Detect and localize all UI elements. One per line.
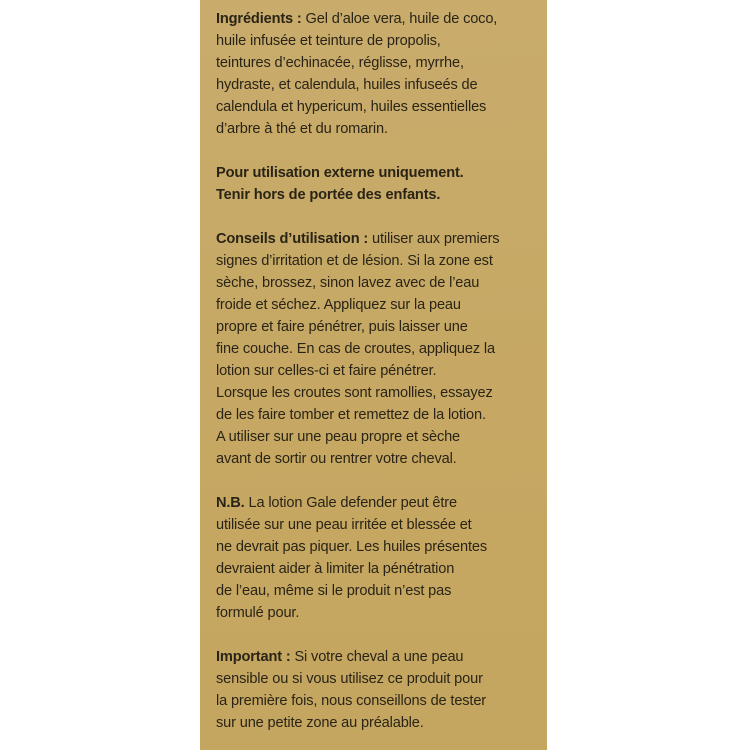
nb-line: N.B. La lotion Gale defender peut être	[216, 495, 457, 511]
ingredients-line: Ingrédients : Gel d’aloe vera, huile de coco,	[216, 11, 498, 27]
nb-label: N.B.	[216, 495, 245, 511]
advice-line: froide et séchez. Appliquez sur la peau	[216, 297, 461, 313]
ingredients-label: Ingrédients :	[216, 11, 302, 27]
nb-line: de l’eau, même si le produit n’est pas	[216, 583, 452, 599]
nb-line: ne devrait pas piquer. Les huiles présentes	[216, 539, 488, 555]
advice-line: propre et faire pénétrer, puis laisser une	[216, 319, 468, 335]
product-label-panel	[200, 0, 547, 750]
advice-label: Conseils d’utilisation :	[216, 231, 369, 247]
advice-line: lotion sur celles-ci et faire pénétrer.	[216, 363, 437, 379]
ingredients-section	[216, 8, 541, 140]
advice-line: de les faire tomber et remettez de la lotion.	[216, 407, 486, 423]
external-use-warning	[216, 162, 541, 206]
nb-line: utilisée sur une peau irritée et blessée et	[216, 517, 472, 533]
ingredients-line: hydraste, et calendula, huiles infuseés de	[216, 77, 478, 93]
important-line: Important : Si votre cheval a une peau	[216, 649, 464, 665]
advice-line: signes d’irritation et de lésion. Si la zone est	[216, 253, 493, 269]
ingredients-line: huile infusée et teinture de propolis,	[216, 33, 441, 49]
label-text-content	[216, 8, 541, 750]
advice-line: avant de sortir ou rentrer votre cheval.	[216, 451, 457, 467]
important-line: sur une petite zone au préalable.	[216, 715, 424, 731]
advice-line: A utiliser sur une peau propre et sèche	[216, 429, 461, 445]
nb-section	[216, 492, 541, 624]
advice-line: Conseils d’utilisation : utiliser aux premiers	[216, 231, 500, 247]
ingredients-line: calendula et hypericum, huiles essentielles	[216, 99, 487, 115]
advice-line: Lorsque les croutes sont ramollies, essayez	[216, 385, 493, 401]
advice-line: fine couche. En cas de croutes, appliquez la	[216, 341, 495, 357]
important-label: Important :	[216, 649, 291, 665]
nb-line: formulé pour.	[216, 605, 300, 621]
ingredients-line: d’arbre à thé et du romarin.	[216, 121, 388, 137]
advice-line: sèche, brossez, sinon lavez avec de l’eau	[216, 275, 480, 291]
warning-line: Tenir hors de portée des enfants.	[216, 187, 441, 203]
nb-line: devraient aider à limiter la pénétration	[216, 561, 455, 577]
important-section	[216, 646, 541, 734]
usage-advice-section	[216, 228, 541, 470]
important-line: la première fois, nous conseillons de tester	[216, 693, 487, 709]
ingredients-line: teintures d’echinacée, réglisse, myrrhe,	[216, 55, 464, 71]
warning-line: Pour utilisation externe uniquement.	[216, 165, 464, 181]
important-line: sensible ou si vous utilisez ce produit pour	[216, 671, 483, 687]
